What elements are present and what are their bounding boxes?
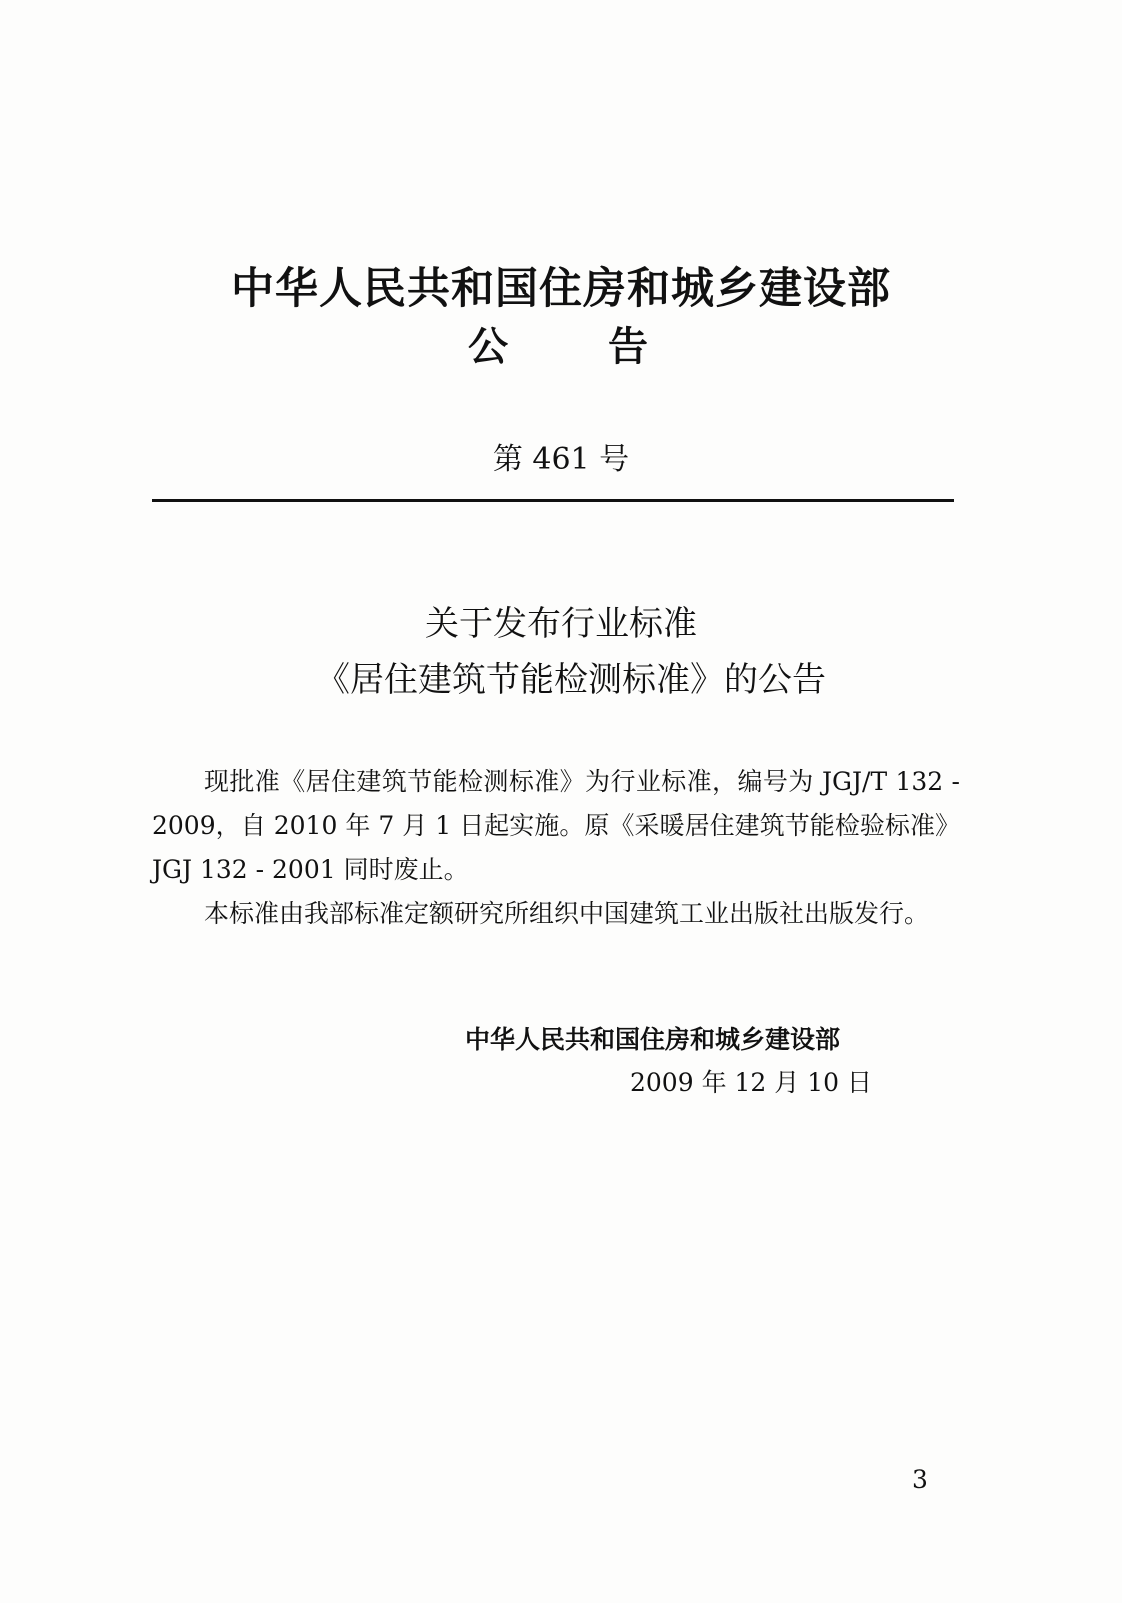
issuer-heading: 中华人民共和国住房和城乡建设部 (231, 264, 891, 314)
document-number: 第 461 号 (492, 442, 630, 477)
header-divider (152, 499, 954, 502)
announcement-title-line-1: 关于发布行业标准 (425, 604, 697, 644)
document-type-char-1: 公 (468, 324, 508, 370)
page-number: 3 (912, 1465, 928, 1494)
body-paragraph: 现批准《居住建筑节能检测标准》为行业标准，编号为 JGJ/T 132 - 2009，自 2010 年 7 月 1 日起实施。原《采暖居住建筑节能检验标准》JGJ 132 - 2001 同时废止。 (152, 767, 960, 884)
announcement-title-line-2: 《居住建筑节能检测标准》的公告 (316, 660, 826, 700)
body-paragraph: 本标准由我部标准定额研究所组织中国建筑工业出版社出版发行。 (204, 899, 930, 928)
document-type-char-2: 告 (608, 324, 648, 370)
signature-date: 2009 年 12 月 10 日 (630, 1068, 872, 1097)
signature-organization: 中华人民共和国住房和城乡建设部 (465, 1025, 841, 1054)
announcement-body (152, 760, 960, 936)
document-type-heading (468, 320, 648, 374)
